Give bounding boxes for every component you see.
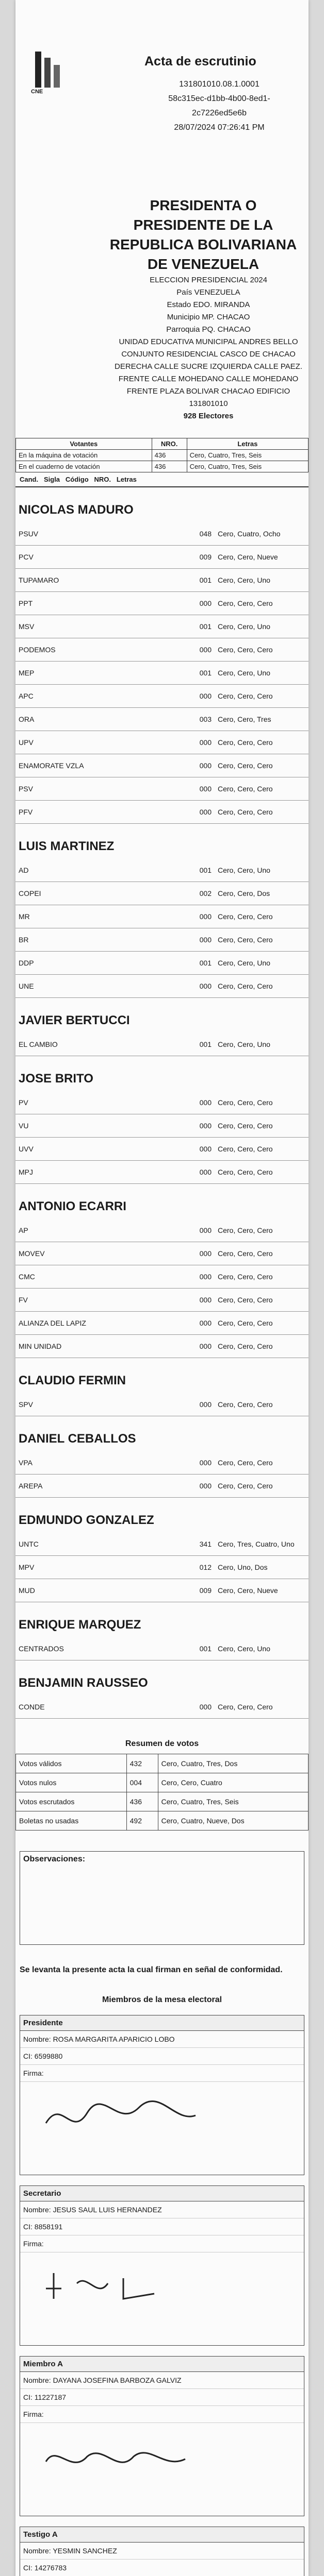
member-role: Presidente [20,2015,304,2031]
party-votes: 000 [172,731,215,754]
table-row [15,1451,309,1475]
party-votes: 009 [172,546,215,569]
signature-mark [41,2092,206,2149]
resumen-cell: Votos escrutados [16,1792,127,1811]
party-votes-letters: Cero, Cuatro, Ocho [215,522,309,546]
party-votes: 000 [172,1451,215,1475]
table-row [15,569,309,592]
party-votes-letters: Cero, Cero, Tres [215,708,309,731]
table-row [15,731,309,754]
member-role: Secretario [20,2186,304,2201]
party-sigla: UNE [15,975,172,998]
party-votes: 000 [172,1242,215,1265]
party-sigla: COPEI [15,882,172,905]
party-votes: 001 [172,615,215,638]
table-row [15,1219,309,1242]
party-sigla: FV [15,1289,172,1312]
party-votes-letters: Cero, Cero, Uno [215,662,309,685]
party-votes: 000 [172,1114,215,1138]
party-votes-letters: Cero, Cero, Uno [215,1033,309,1056]
party-sigla: PFV [15,801,172,824]
parroquia: Parroquia PQ. CHACAO [166,325,251,334]
party-sigla: VU [15,1114,172,1138]
party-votes: 012 [172,1556,215,1579]
table-row [15,928,309,952]
party-sigla: BR [15,928,172,952]
acta-title: Acta de escrutinio [144,54,256,69]
party-sigla: MPV [15,1556,172,1579]
party-votes-letters: Cero, Cero, Cero [215,685,309,708]
member-block [20,2527,304,2576]
member-firma: Firma: [20,2406,304,2423]
party-votes: 002 [172,882,215,905]
candidate-name: BENJAMIN RAUSSEO [19,1676,148,1690]
candidate-name: NICOLAS MADURO [19,503,134,517]
party-votes: 000 [172,1696,215,1719]
party-votes: 001 [172,569,215,592]
party-sigla: CONDE [15,1696,172,1719]
party-votes-letters: Cero, Cero, Cero [215,1138,309,1161]
party-votes: 001 [172,662,215,685]
resumen-cell: Votos válidos [16,1754,127,1773]
party-votes-letters: Cero, Cero, Cero [215,638,309,662]
table-row [15,592,309,615]
table-row [15,1265,309,1289]
party-votes-letters: Cero, Cero, Uno [215,952,309,975]
party-table [15,1451,309,1498]
table-row [15,638,309,662]
table-row [16,1773,309,1792]
table-row [15,905,309,928]
party-votes: 000 [172,905,215,928]
candidate-name: ANTONIO ECARRI [19,1199,126,1213]
resumen-cell: Cero, Cuatro, Tres, Seis [158,1792,308,1811]
party-votes: 000 [172,1265,215,1289]
centro: UNIDAD EDUCATIVA MUNICIPAL ANDRES BELLO [119,337,298,346]
party-sigla: CENTRADOS [15,1637,172,1660]
party-sigla: MSV [15,615,172,638]
candidates-header [15,472,309,487]
votantes-header: Letras [187,438,308,450]
party-votes: 001 [172,1033,215,1056]
party-table [15,1091,309,1184]
party-votes: 000 [172,1161,215,1184]
party-votes-letters: Cero, Cero, Cero [215,1265,309,1289]
party-sigla: MIN UNIDAD [15,1335,172,1358]
votantes-header: NRO. [152,438,187,450]
table-row [15,1312,309,1335]
codigo: 131801010 [189,399,228,408]
member-name: Nombre: JESUS SAUL LUIS HERNANDEZ [20,2201,304,2218]
candidate-name: JOSE BRITO [19,1072,93,1086]
party-votes-letters: Cero, Cero, Cero [215,731,309,754]
cand-col: Código [65,476,89,483]
signature-area [20,2082,304,2175]
party-table [15,1533,309,1602]
votantes-cell: En el cuaderno de votación [16,461,152,472]
party-votes: 000 [172,1219,215,1242]
party-votes-letters: Cero, Cero, Cero [215,777,309,801]
party-votes-letters: Cero, Tres, Cuatro, Uno [215,1533,309,1556]
resumen-cell: 436 [126,1792,158,1811]
table-row [15,1696,309,1719]
member-ci: CI: 11227187 [20,2389,304,2406]
party-votes: 000 [172,592,215,615]
members-list [15,2015,309,2576]
table-row [15,1393,309,1416]
table-row [15,1579,309,1602]
party-votes-letters: Cero, Cero, Cero [215,1242,309,1265]
party-votes-letters: Cero, Cero, Dos [215,882,309,905]
table-row [15,1091,309,1114]
party-sigla: PSUV [15,522,172,546]
party-sigla: VPA [15,1451,172,1475]
members-title: Miembros de la mesa electoral [102,1995,222,2004]
election-name: ELECCION PRESIDENCIAL 2024 [150,276,267,284]
party-votes-letters: Cero, Cero, Cero [215,1091,309,1114]
party-votes: 001 [172,1637,215,1660]
table-row [15,1556,309,1579]
member-firma: Firma: [20,2065,304,2082]
table-row [15,1114,309,1138]
acta-datetime: 28/07/2024 07:26:41 PM [174,123,265,132]
pais: País VENEZUELA [176,288,240,297]
party-votes-letters: Cero, Cero, Cero [215,905,309,928]
party-sigla: UPV [15,731,172,754]
member-ci: CI: 14276783 [20,2560,304,2576]
party-votes: 000 [172,1475,215,1498]
electores: 928 Electores [183,412,234,420]
signature-mark [41,2433,206,2490]
party-votes-letters: Cero, Cero, Cero [215,1219,309,1242]
party-votes: 000 [172,1335,215,1358]
party-sigla: PODEMOS [15,638,172,662]
table-row [15,708,309,731]
party-sigla: ENAMORATE VZLA [15,754,172,777]
member-ci: CI: 6599880 [20,2048,304,2065]
table-row [15,754,309,777]
party-sigla: MEP [15,662,172,685]
resumen-cell: Cero, Cuatro, Tres, Dos [158,1754,308,1773]
party-sigla: MPJ [15,1161,172,1184]
party-votes-letters: Cero, Cero, Cero [215,975,309,998]
party-votes: 001 [172,859,215,882]
member-block [20,2356,304,2516]
table-row [15,1533,309,1556]
party-votes: 000 [172,1393,215,1416]
party-votes: 000 [172,1091,215,1114]
resumen-cell: Cero, Cero, Cuatro [158,1773,308,1792]
member-ci: CI: 8858191 [20,2218,304,2235]
party-sigla: MR [15,905,172,928]
table-row [15,1475,309,1498]
member-block [20,2015,304,2175]
party-votes: 003 [172,708,215,731]
acta-header [15,0,309,132]
resumen-cell: 432 [126,1754,158,1773]
resumen-cell: Votos nulos [16,1773,127,1792]
party-votes: 048 [172,522,215,546]
party-sigla: AP [15,1219,172,1242]
party-votes: 000 [172,928,215,952]
election-title: PRESIDENTA O PRESIDENTE DE LA REPUBLICA BOLIVARIANA DE VENEZUELA [109,197,297,272]
party-sigla: CMC [15,1265,172,1289]
party-votes: 001 [172,952,215,975]
party-votes-letters: Cero, Cero, Cero [215,1161,309,1184]
party-votes: 000 [172,777,215,801]
party-votes-letters: Cero, Cero, Cero [215,1475,309,1498]
candidate-name: LUIS MARTINEZ [19,839,115,853]
votantes-table [15,438,309,472]
party-votes-letters: Cero, Cero, Cero [215,1289,309,1312]
acta-page [15,0,309,2576]
votantes-cell: Cero, Cuatro, Tres, Seis [187,450,308,461]
resumen-cell: 004 [126,1773,158,1792]
notice: Se levanta la presente acta la cual firman en señal de conformidad. [20,1965,283,1974]
resumen-cell: Cero, Cuatro, Nueve, Dos [158,1811,308,1831]
party-table [15,1219,309,1358]
party-sigla: AD [15,859,172,882]
table-row [15,801,309,824]
party-votes: 341 [172,1533,215,1556]
table-row [15,662,309,685]
party-sigla: PPT [15,592,172,615]
resumen-title: Resumen de votos [125,1739,199,1748]
estado: Estado EDO. MIRANDA [167,300,250,309]
party-sigla: MOVEV [15,1242,172,1265]
party-sigla: AREPA [15,1475,172,1498]
member-name: Nombre: DAYANA JOSEFINA BARBOZA GALVIZ [20,2372,304,2389]
member-firma: Firma: [20,2235,304,2252]
candidate-name: EDMUNDO GONZALEZ [19,1513,154,1527]
party-votes-letters: Cero, Cero, Cero [215,1312,309,1335]
party-sigla: ALIANZA DEL LAPIZ [15,1312,172,1335]
party-votes-letters: Cero, Cero, Cero [215,1451,309,1475]
party-sigla: DDP [15,952,172,975]
party-votes-letters: Cero, Cero, Uno [215,859,309,882]
party-table [15,1393,309,1416]
table-row [15,1637,309,1660]
votantes-cell: En la máquina de votación [16,450,152,461]
party-votes: 000 [172,975,215,998]
party-votes: 000 [172,1138,215,1161]
party-votes-letters: Cero, Cero, Nueve [215,546,309,569]
party-table [15,1637,309,1660]
party-votes: 009 [172,1579,215,1602]
table-row [15,859,309,882]
party-sigla: UVV [15,1138,172,1161]
party-votes-letters: Cero, Cero, Cero [215,801,309,824]
candidates-list [15,503,309,1719]
table-row [15,1033,309,1056]
signature-area [20,2252,304,2345]
resumen-table [15,1754,309,1831]
table-row [15,777,309,801]
table-row [15,1161,309,1184]
party-votes-letters: Cero, Cero, Cero [215,928,309,952]
party-votes: 000 [172,754,215,777]
municipio: Municipio MP. CHACAO [167,313,250,321]
party-sigla: PCV [15,546,172,569]
direccion: CONJUNTO RESIDENCIAL CASCO DE CHACAO DERECHA CALLE SUCRE IZQUIERDA CALLE PAEZ. FRENTE CALLE MOHEDANO CALLE MOHEDANO FRENTE PLAZA BOLIVAR CHACAO EDIFICIO [115,350,302,396]
party-votes-letters: Cero, Cero, Cero [215,1393,309,1416]
cand-col: NRO. [94,476,111,483]
party-votes: 000 [172,1312,215,1335]
party-votes-letters: Cero, Cero, Uno [215,615,309,638]
table-row [16,1811,309,1831]
party-table [15,859,309,998]
party-votes: 000 [172,638,215,662]
cand-col: Letras [116,476,137,483]
votantes-header: Votantes [16,438,152,450]
acta-hash: 58c315ec-d1bb-4b00-8ed1-2c7226ed5e6b [168,94,270,117]
party-votes: 000 [172,685,215,708]
party-votes-letters: Cero, Cero, Cero [215,754,309,777]
candidate-name: ENRIQUE MARQUEZ [19,1618,141,1632]
acta-number: 131801010.08.1.0001 [179,80,260,89]
member-block [20,2185,304,2346]
party-sigla: PV [15,1091,172,1114]
party-sigla: TUPAMARO [15,569,172,592]
candidate-name: CLAUDIO FERMIN [19,1374,126,1387]
member-role: Testigo A [20,2527,304,2543]
table-row [16,1792,309,1811]
party-sigla: MUD [15,1579,172,1602]
votantes-cell: 436 [152,461,187,472]
table-row [15,1335,309,1358]
party-votes-letters: Cero, Cero, Nueve [215,1579,309,1602]
party-table [15,1033,309,1056]
party-votes-letters: Cero, Cero, Uno [215,1637,309,1660]
signature-mark [41,2263,206,2319]
party-votes-letters: Cero, Uno, Dos [215,1556,309,1579]
party-sigla: SPV [15,1393,172,1416]
observaciones-box [20,1851,304,1945]
resumen-cell: Boletas no usadas [16,1811,127,1831]
cne-logo [31,46,67,93]
member-name: Nombre: YESMIN SANCHEZ [20,2543,304,2560]
party-table [15,1696,309,1719]
table-row [15,1289,309,1312]
party-sigla: PSV [15,777,172,801]
party-votes-letters: Cero, Cero, Cero [215,1335,309,1358]
signature-area [20,2423,304,2516]
party-votes: 000 [172,801,215,824]
party-sigla: EL CAMBIO [15,1033,172,1056]
table-row [15,546,309,569]
table-row [15,685,309,708]
resumen-cell: 492 [126,1811,158,1831]
table-row [15,952,309,975]
table-row [16,1754,309,1773]
party-sigla: APC [15,685,172,708]
votantes-cell: 436 [152,450,187,461]
observaciones-label: Observaciones: [23,1855,86,1863]
candidate-name: DANIEL CEBALLOS [19,1432,136,1446]
logo-text: CNE [31,89,43,95]
party-votes-letters: Cero, Cero, Cero [215,1696,309,1719]
party-sigla: ORA [15,708,172,731]
cand-col: Cand. [20,476,39,483]
table-row [15,882,309,905]
party-table [15,522,309,824]
party-votes: 000 [172,1289,215,1312]
table-row [15,522,309,546]
member-name: Nombre: ROSA MARGARITA APARICIO LOBO [20,2031,304,2048]
table-row [15,1242,309,1265]
votantes-cell: Cero, Cuatro, Tres, Seis [187,461,308,472]
candidate-name: JAVIER BERTUCCI [19,1013,130,1027]
table-row [15,975,309,998]
cand-col: Sigla [43,476,60,483]
party-votes-letters: Cero, Cero, Cero [215,592,309,615]
table-row [15,615,309,638]
member-role: Miembro A [20,2357,304,2372]
party-votes-letters: Cero, Cero, Cero [215,1114,309,1138]
table-row [15,1138,309,1161]
party-votes-letters: Cero, Cero, Uno [215,569,309,592]
party-sigla: UNTC [15,1533,172,1556]
